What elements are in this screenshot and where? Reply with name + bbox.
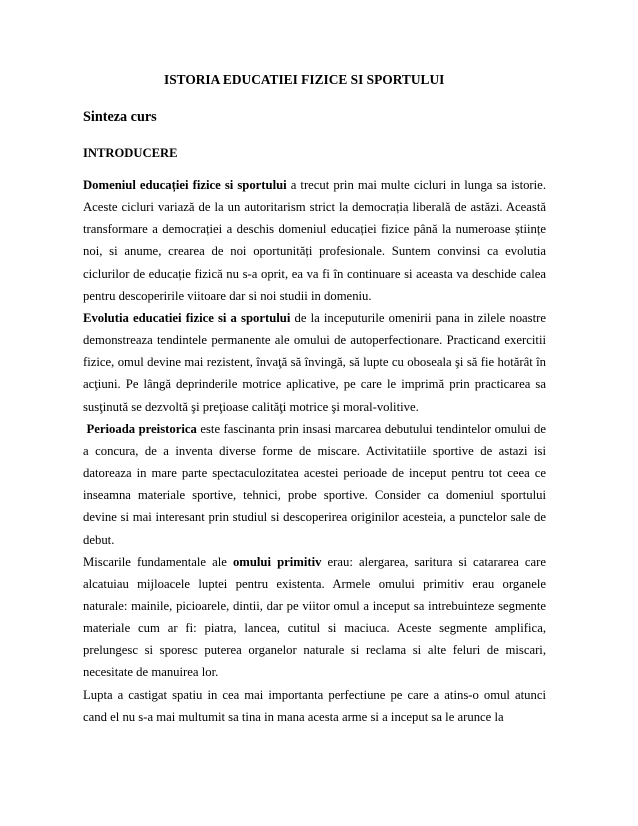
paragraph-perioada-preistorica <box>83 418 546 551</box>
body-text <box>83 174 546 728</box>
paragraph-bold-lead: Domeniul educației fizice si sportului <box>83 178 287 192</box>
paragraph-bold-lead: Evolutia educatiei fizice si a sportului <box>83 310 291 325</box>
paragraph-evolutia <box>83 307 546 418</box>
section-heading: INTRODUCERE <box>83 146 178 160</box>
paragraph-bold-lead: Perioada preistorica <box>86 421 197 436</box>
paragraph-text-before: Miscarile fundamentale ale <box>83 554 233 569</box>
paragraph-bold-mid: omului primitiv <box>232 554 322 569</box>
paragraph-text: a trecut prin mai multe cicluri in lunga sa istorie. Aceste cicluri variază de la un autoritarism strict la democrația liberală de astăzi. Această transformare a democrației a deschis domeniul educației fizice până la numeroase științe noi, si anume, crearea de noi oportunități profesionale. Suntem convinsi ca evolutia ciclurilor de educație fizică nu s-a oprit, ea va fi în continuare si aceasta va deschide calea pentru descoperirile viitoare dar si noi studii in domeniu. <box>83 178 546 303</box>
paragraph-domeniul <box>83 174 546 307</box>
subtitle-heading: Sinteza curs <box>83 109 157 125</box>
paragraph-text: de la inceputurile omenirii pana in zilele noastre demonstreaza tendintele permanente ale omului de autoperfectionare. Practicand exercitii fizice, omul devine mai rezistent, învaţă să învingă, să lupte cu oboseala şi să fie hotărât în acţiuni. Pe lângă deprinderile motrice aplicative, pe care le imprimă prin practicarea sa susţinută se dezvoltă şi preţioase calităţi motrice şi moral-volitive. <box>83 310 546 414</box>
paragraph-lupta <box>83 684 546 728</box>
paragraph-miscarile <box>83 551 546 684</box>
paragraph-text: este fascinanta prin insasi marcarea debutului tendintelor omului de a concura, de a inventa diverse forme de miscare. Activitatiile sportive de astazi isi datoreaza in mare parte spectaculozitatea acestei perioade de inceput pentru tot ceea ce inseamna materiale sportive, tehnici, probe sportive. Consider ca domeniul sportului devine si mai interesant prin studiul si descoperirea originilor acesteia, a punctelor sale de debut. <box>83 421 546 547</box>
paragraph-text: Lupta a castigat spatiu in cea mai importanta perfectiune pe care a atins-o omul atunci cand el nu s-a mai multumit sa tina in mana acesta arme si a inceput sa le arunce la <box>83 687 546 724</box>
paragraph-text: erau: alergarea, saritura si catararea care alcatuiau mijloacele luptei pentru existenta. Armele omului primitiv erau organele naturale: mainile, picioarele, dintii, dar pe viitor omul a inceput sa intrebuinteze segmente materiale cum ar fi: piatra, lancea, cutitul si maciuca. Aceste segmente amplifica, prelungesc si sporesc puterea organelor naturale si reclama si alte feluri de miscari, necesitate de manuirea lor. <box>83 554 547 680</box>
document-title: ISTORIA EDUCATIEI FIZICE SI SPORTULUI <box>164 72 445 87</box>
